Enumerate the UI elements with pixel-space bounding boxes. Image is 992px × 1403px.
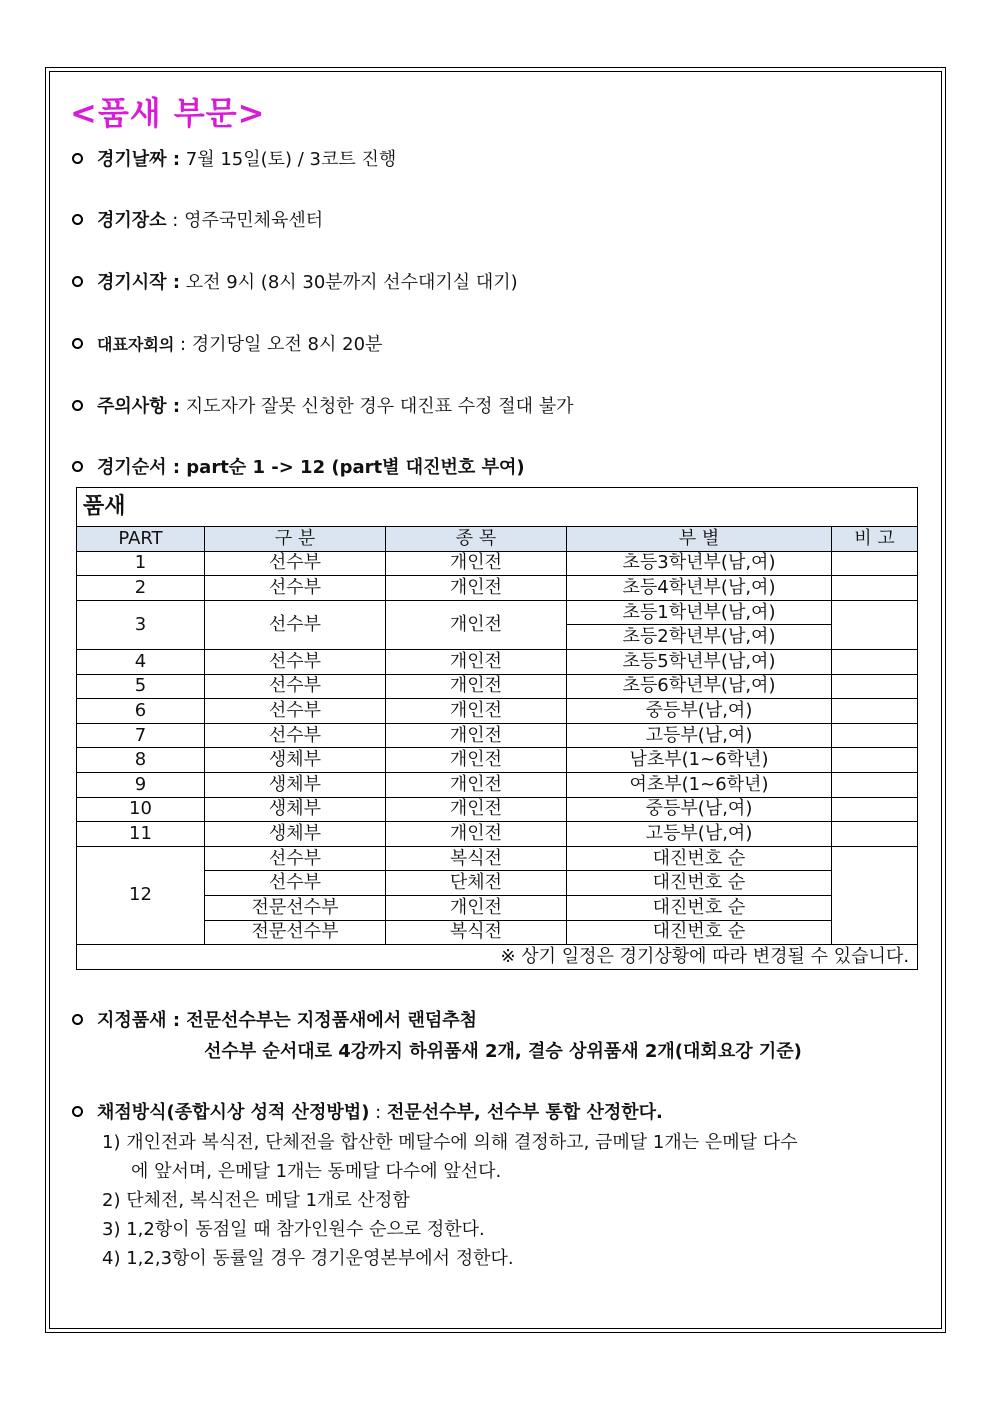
table-row (77, 576, 918, 601)
info-venue-value: : 영주국민체육센터 (166, 210, 324, 231)
designated-line-2: 선수부 순서대로 4강까지 하위품새 2개, 결승 상위품새 2개(대회요강 기준) (204, 1041, 802, 1062)
cell-event: 개인전 (386, 797, 567, 822)
cell-division: 선수부 (205, 723, 386, 748)
cell-division: 선수부 (205, 576, 386, 601)
item-number: 1) (102, 1132, 121, 1153)
cell-division: 전문선수부 (205, 920, 386, 945)
table-footnote: ※ 상기 일정은 경기상황에 따라 변경될 수 있습니다. (77, 945, 918, 970)
item-text: 1,2항이 동점일 때 참가인원수 순으로 정한다. (126, 1219, 485, 1240)
cell-part: 8 (77, 748, 205, 773)
cell-category: 대진번호 순 (567, 920, 832, 945)
cell-division: 생체부 (205, 797, 386, 822)
scoring-separator: : (369, 1102, 387, 1123)
header-remarks: 비 고 (832, 527, 918, 552)
cell-category: 중등부(남,여) (567, 699, 832, 724)
cell-remarks (832, 699, 918, 724)
cell-category: 초등1학년부(남,여) (567, 600, 832, 625)
info-notice-label: 주의사항 : (97, 396, 181, 417)
circle-bullet-icon (72, 1106, 83, 1117)
info-start (72, 268, 518, 294)
cell-remarks (832, 600, 918, 649)
table-row (77, 551, 918, 576)
cell-category: 초등2학년부(남,여) (567, 625, 832, 650)
info-date (72, 145, 396, 171)
table-header-row (77, 527, 918, 552)
cell-part: 3 (77, 600, 205, 649)
cell-category: 고등부(남,여) (567, 723, 832, 748)
circle-bullet-icon (72, 461, 83, 472)
cell-remarks (832, 748, 918, 773)
info-date-label: 경기날짜 : (97, 149, 181, 170)
scoring-item-2 (102, 1186, 410, 1212)
cell-division: 선수부 (205, 649, 386, 674)
item-text: 단체전, 복식전은 메달 1개로 산정함 (126, 1190, 410, 1211)
cell-category: 대진번호 순 (567, 846, 832, 871)
info-venue (72, 206, 323, 232)
cell-division: 선수부 (205, 871, 386, 896)
cell-event: 복식전 (386, 846, 567, 871)
circle-bullet-icon (72, 214, 83, 225)
cell-part: 12 (77, 846, 205, 944)
cell-category: 대진번호 순 (567, 895, 832, 920)
cell-remarks (832, 846, 918, 944)
cell-division: 생체부 (205, 772, 386, 797)
table-caption: 품새 (77, 488, 918, 527)
cell-event: 개인전 (386, 723, 567, 748)
cell-remarks (832, 649, 918, 674)
item-text: 개인전과 복식전, 단체전을 합산한 메달수에 의해 결정하고, 금메달 1개는 은메달 다수 (126, 1132, 798, 1153)
scoring-method (72, 1098, 663, 1124)
scoring-item-4 (102, 1244, 514, 1270)
table-row (77, 699, 918, 724)
table-row (77, 600, 918, 625)
header-event: 종 목 (386, 527, 567, 552)
designated-poomsae (72, 1006, 477, 1032)
cell-division: 선수부 (205, 674, 386, 699)
table-row (77, 674, 918, 699)
cell-category: 초등5학년부(남,여) (567, 649, 832, 674)
table-row (77, 748, 918, 773)
circle-bullet-icon (72, 1014, 83, 1025)
cell-remarks (832, 551, 918, 576)
cell-part: 1 (77, 551, 205, 576)
cell-event: 개인전 (386, 674, 567, 699)
cell-event: 개인전 (386, 895, 567, 920)
cell-part: 2 (77, 576, 205, 601)
cell-event: 개인전 (386, 576, 567, 601)
designated-label: 지정품새 : 전문선수부는 지정품새에서 랜덤추첨 (97, 1010, 478, 1031)
cell-category: 여초부(1~6학년) (567, 772, 832, 797)
info-venue-label: 경기장소 (97, 210, 167, 231)
circle-bullet-icon (72, 153, 83, 164)
table-row (77, 822, 918, 847)
cell-category: 중등부(남,여) (567, 797, 832, 822)
scoring-item-1-cont: 에 앞서며, 은메달 1개는 동메달 다수에 앞선다. (131, 1161, 502, 1182)
item-text: 1,2,3항이 동률일 경우 경기운영본부에서 정한다. (126, 1248, 514, 1269)
cell-division: 선수부 (205, 551, 386, 576)
cell-division: 선수부 (205, 600, 386, 649)
cell-division: 선수부 (205, 699, 386, 724)
table-row (77, 772, 918, 797)
cell-part: 7 (77, 723, 205, 748)
cell-part: 11 (77, 822, 205, 847)
scoring-item-1 (102, 1128, 798, 1154)
item-number: 4) (102, 1248, 121, 1269)
scoring-value: 전문선수부, 선수부 통합 산정한다. (386, 1102, 663, 1123)
cell-part: 4 (77, 649, 205, 674)
cell-division: 전문선수부 (205, 895, 386, 920)
info-order (72, 453, 525, 479)
schedule-table (76, 487, 918, 970)
cell-part: 6 (77, 699, 205, 724)
cell-remarks (832, 723, 918, 748)
cell-category: 초등3학년부(남,여) (567, 551, 832, 576)
cell-division: 생체부 (205, 748, 386, 773)
cell-event: 개인전 (386, 699, 567, 724)
info-meeting-value: : 경기당일 오전 8시 20분 (174, 334, 383, 355)
cell-division: 선수부 (205, 846, 386, 871)
cell-category: 초등6학년부(남,여) (567, 674, 832, 699)
cell-remarks (832, 576, 918, 601)
info-start-value: 오전 9시 (8시 30분까지 선수대기실 대기) (180, 272, 518, 293)
cell-remarks (832, 822, 918, 847)
cell-part: 10 (77, 797, 205, 822)
info-meeting-label: 대표자회의 (97, 335, 175, 354)
cell-part: 9 (77, 772, 205, 797)
cell-event: 개인전 (386, 551, 567, 576)
cell-event: 개인전 (386, 600, 567, 649)
circle-bullet-icon (72, 276, 83, 287)
circle-bullet-icon (72, 400, 83, 411)
info-meeting (72, 330, 382, 356)
cell-event: 개인전 (386, 748, 567, 773)
cell-category: 고등부(남,여) (567, 822, 832, 847)
circle-bullet-icon (72, 338, 83, 349)
section-title: <품새 부문> (70, 94, 266, 132)
cell-remarks (832, 797, 918, 822)
info-date-value: 7월 15일(토) / 3코트 진행 (180, 149, 397, 170)
info-start-label: 경기시작 : (97, 272, 181, 293)
info-notice (72, 392, 574, 418)
table-row (77, 649, 918, 674)
cell-category: 남초부(1~6학년) (567, 748, 832, 773)
cell-event: 단체전 (386, 871, 567, 896)
cell-category: 대진번호 순 (567, 871, 832, 896)
item-number: 2) (102, 1190, 121, 1211)
cell-remarks (832, 772, 918, 797)
cell-event: 복식전 (386, 920, 567, 945)
cell-event: 개인전 (386, 772, 567, 797)
item-number: 3) (102, 1219, 121, 1240)
cell-division: 생체부 (205, 822, 386, 847)
header-part: PART (77, 527, 205, 552)
scoring-item-3 (102, 1215, 485, 1241)
table-row (77, 797, 918, 822)
cell-event: 개인전 (386, 822, 567, 847)
header-category: 부 별 (567, 527, 832, 552)
table-row (77, 846, 918, 871)
cell-remarks (832, 674, 918, 699)
table-row (77, 723, 918, 748)
cell-part: 5 (77, 674, 205, 699)
cell-event: 개인전 (386, 649, 567, 674)
header-division: 구 분 (205, 527, 386, 552)
info-order-label: 경기순서 : part순 1 -> 12 (part별 대진번호 부여) (97, 457, 525, 478)
scoring-label: 채점방식(종합시상 성적 산정방법) (97, 1102, 370, 1123)
cell-category: 초등4학년부(남,여) (567, 576, 832, 601)
info-notice-value: 지도자가 잘못 신청한 경우 대진표 수정 절대 불가 (180, 396, 574, 417)
